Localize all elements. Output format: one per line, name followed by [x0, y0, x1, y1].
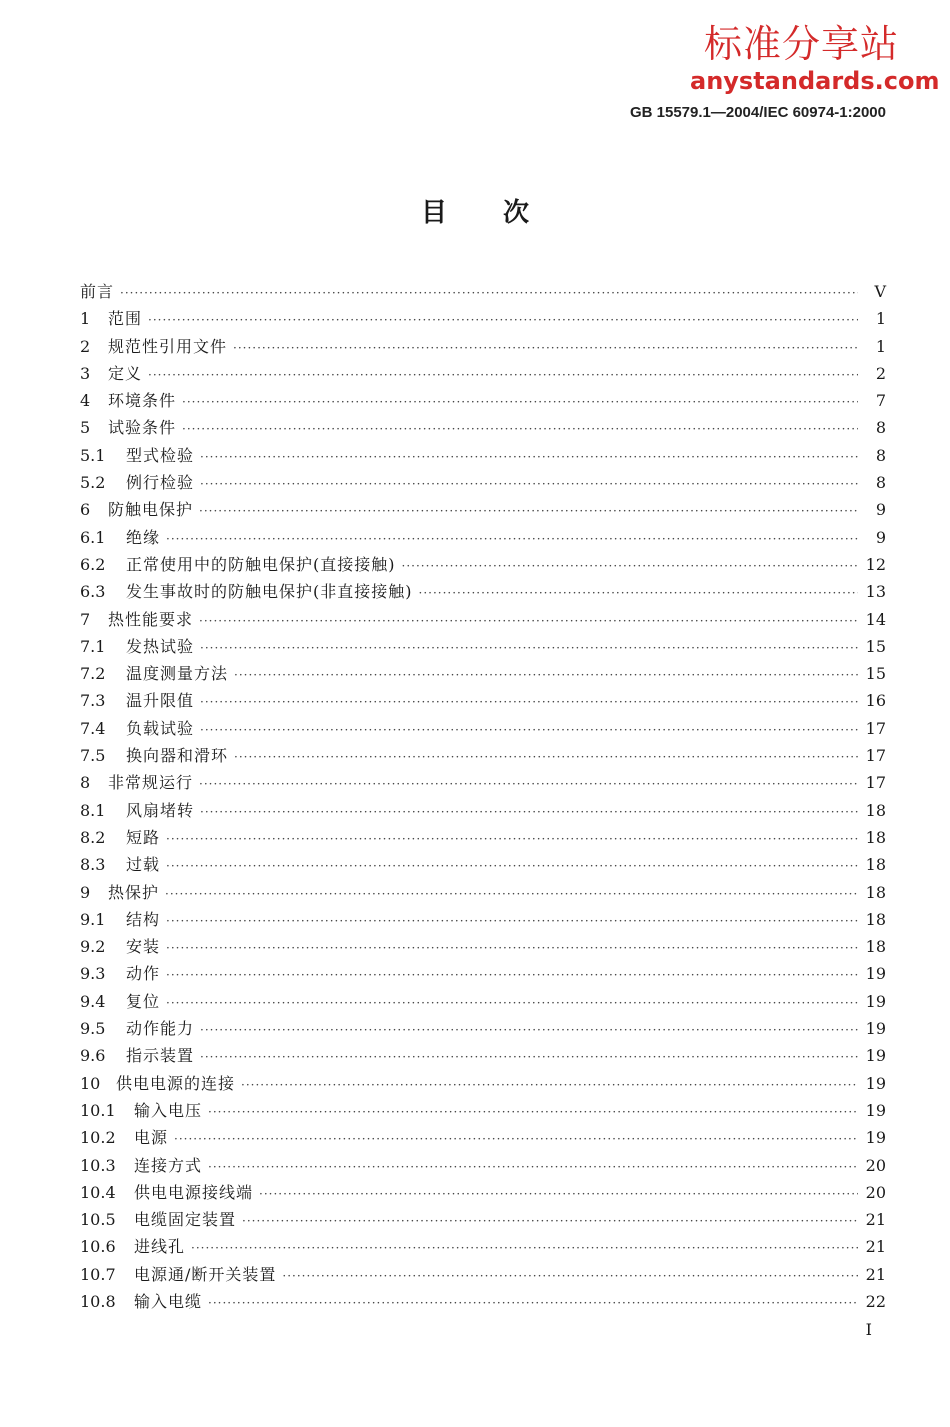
toc-leader-dots	[200, 689, 858, 716]
toc-leader-dots	[182, 389, 858, 416]
toc-entry-title: 热性能要求	[108, 609, 194, 629]
toc-entry-number: 10	[80, 1073, 101, 1093]
toc-entry-page: 18	[865, 800, 886, 820]
toc-entry-title: 电源	[134, 1128, 169, 1148]
toc-entry-page: 22	[865, 1291, 886, 1311]
toc-entry-page: V	[874, 282, 886, 301]
toc-entry-number: 4	[80, 391, 91, 411]
toc-entry-page: 19	[865, 1128, 886, 1148]
toc-entry-number: 5	[80, 418, 91, 438]
toc-entry-title: 电缆固定装置	[134, 1210, 237, 1230]
toc-entry-title: 安装	[126, 937, 161, 957]
toc-entry-page: 8	[875, 418, 886, 438]
toc-entry[interactable]	[80, 879, 886, 906]
toc-entry[interactable]	[80, 742, 886, 769]
toc-entry[interactable]	[80, 387, 886, 414]
toc-entry-page: 21	[865, 1264, 886, 1284]
toc-entry-page: 18	[865, 909, 886, 929]
toc-entry-number: 8	[80, 773, 91, 793]
toc-entry[interactable]	[80, 769, 886, 796]
toc-entry-page: 18	[865, 827, 886, 847]
toc-entry-page: 8	[875, 445, 886, 465]
toc-entry[interactable]	[80, 360, 886, 387]
toc-entry-number: 10.2	[80, 1128, 116, 1148]
toc-leader-dots	[166, 935, 858, 962]
toc-leader-dots	[199, 608, 858, 635]
toc-entry-page: 1	[875, 309, 886, 329]
toc-entry-number: 2	[80, 336, 91, 356]
toc-entry-page: 7	[875, 391, 886, 411]
page-number: I	[865, 1320, 872, 1339]
toc-entry-number: 8.3	[80, 855, 106, 875]
toc-entry[interactable]	[80, 1070, 886, 1097]
toc-entry-page: 12	[865, 554, 886, 574]
toc-entry-page: 8	[875, 473, 886, 493]
toc-entry-number: 10.4	[80, 1182, 116, 1202]
toc-entry-number: 6.3	[80, 582, 106, 602]
toc-entry-title: 防触电保护	[108, 500, 194, 520]
toc-entry-title: 连接方式	[134, 1155, 203, 1175]
toc-entry[interactable]	[80, 1233, 886, 1260]
toc-entry-title: 供电电源的连接	[116, 1073, 236, 1093]
toc-entry-title: 例行检验	[126, 473, 195, 493]
watermark-url: anystandards.com	[690, 67, 940, 95]
toc-entry[interactable]	[80, 1124, 886, 1151]
toc-entry[interactable]	[80, 442, 886, 469]
toc-entry-page: 1	[875, 336, 886, 356]
toc-leader-dots	[174, 1126, 858, 1153]
toc-entry[interactable]	[80, 524, 886, 551]
toc-leader-dots	[199, 498, 858, 525]
toc-leader-dots	[234, 744, 858, 771]
toc-leader-dots	[200, 471, 858, 498]
toc-leader-dots	[259, 1181, 858, 1208]
toc-entry-number: 8.2	[80, 827, 106, 847]
toc-entry-title: 绝缘	[126, 527, 161, 547]
toc-entry[interactable]	[80, 469, 886, 496]
toc-entry[interactable]	[80, 988, 886, 1015]
toc-entry-title: 动作	[126, 964, 161, 984]
toc-entry-title: 输入电缆	[134, 1291, 203, 1311]
toc-entry[interactable]	[80, 551, 886, 578]
toc-entry-title: 规范性引用文件	[108, 336, 228, 356]
toc-entry-title: 发生事故时的防触电保护(非直接接触)	[126, 582, 413, 602]
toc-entry-title: 换向器和滑环	[126, 746, 229, 766]
toc-entry-number: 9.5	[80, 1019, 106, 1039]
table-of-contents	[80, 278, 886, 1315]
toc-leader-dots	[208, 1290, 858, 1317]
toc-entry-page: 18	[865, 882, 886, 902]
toc-entry-title: 短路	[126, 827, 161, 847]
toc-entry-title: 电源通/断开关装置	[134, 1264, 277, 1284]
toc-entry-page: 2	[875, 363, 886, 383]
toc-entry-number: 1	[80, 309, 91, 329]
toc-entry-page: 21	[865, 1237, 886, 1257]
toc-leader-dots	[148, 307, 858, 334]
toc-entry-page: 18	[865, 937, 886, 957]
toc-entry[interactable]	[80, 1015, 886, 1042]
toc-entry[interactable]	[80, 633, 886, 660]
toc-entry-page: 17	[865, 746, 886, 766]
toc-entry-page: 9	[875, 500, 886, 520]
toc-entry-number: 9.2	[80, 937, 106, 957]
toc-entry-number: 6.1	[80, 527, 106, 547]
toc-entry-number: 9	[80, 882, 91, 902]
toc-entry-page: 19	[865, 964, 886, 984]
toc-leader-dots	[166, 990, 858, 1017]
toc-entry-title: 正常使用中的防触电保护(直接接触)	[126, 554, 396, 574]
toc-entry-page: 19	[865, 1046, 886, 1066]
toc-entry-page: 18	[865, 855, 886, 875]
toc-entry-title: 试验条件	[108, 418, 177, 438]
toc-leader-dots	[200, 717, 858, 744]
toc-entry-title: 温度测量方法	[126, 664, 229, 684]
toc-leader-dots	[200, 635, 858, 662]
toc-entry-number: 10.8	[80, 1291, 116, 1311]
toc-leader-dots	[199, 771, 858, 798]
toc-entry-title: 环境条件	[108, 391, 177, 411]
toc-entry-page: 21	[865, 1210, 886, 1230]
toc-leader-dots	[191, 1235, 858, 1262]
toc-entry-title: 复位	[126, 991, 161, 1011]
toc-entry-number: 7	[80, 609, 91, 629]
toc-entry-page: 15	[865, 636, 886, 656]
toc-entry-title: 定义	[108, 363, 143, 383]
toc-leader-dots	[234, 662, 858, 689]
toc-entry[interactable]	[80, 933, 886, 960]
toc-entry[interactable]	[80, 687, 886, 714]
toc-entry-page: 9	[875, 527, 886, 547]
toc-leader-dots	[233, 335, 858, 362]
toc-entry-title: 负载试验	[126, 718, 195, 738]
toc-leader-dots	[166, 962, 858, 989]
toc-entry-title: 结构	[126, 909, 161, 929]
toc-entry-number: 10.5	[80, 1210, 116, 1230]
toc-entry[interactable]	[80, 960, 886, 987]
toc-entry-title: 风扇堵转	[126, 800, 195, 820]
toc-entry[interactable]	[80, 1261, 886, 1288]
toc-entry-page: 14	[865, 609, 886, 629]
toc-entry-page: 15	[865, 664, 886, 684]
toc-entry-number: 6.2	[80, 554, 106, 574]
toc-entry-title: 进线孔	[134, 1237, 186, 1257]
toc-entry[interactable]	[80, 1179, 886, 1206]
toc-leader-dots	[208, 1154, 858, 1181]
toc-entry[interactable]	[80, 906, 886, 933]
toc-leader-dots	[166, 526, 858, 553]
toc-entry-number: 6	[80, 500, 91, 520]
toc-entry-number: 10.7	[80, 1264, 116, 1284]
toc-entry[interactable]	[80, 1206, 886, 1233]
toc-entry-title: 输入电压	[134, 1100, 203, 1120]
toc-entry-page: 20	[865, 1155, 886, 1175]
toc-entry-title: 范围	[108, 309, 143, 329]
toc-entry-number: 7.3	[80, 691, 106, 711]
toc-leader-dots	[402, 553, 859, 580]
toc-entry[interactable]	[80, 797, 886, 824]
toc-entry-title: 过载	[126, 855, 161, 875]
toc-entry-page: 19	[865, 1100, 886, 1120]
toc-entry-title: 动作能力	[126, 1019, 195, 1039]
toc-entry[interactable]	[80, 715, 886, 742]
toc-leader-dots	[419, 580, 859, 607]
toc-entry-page: 17	[865, 718, 886, 738]
toc-entry-number: 9.6	[80, 1046, 106, 1066]
toc-entry-title: 热保护	[108, 882, 160, 902]
toc-entry-number: 10.1	[80, 1100, 116, 1120]
watermark-chinese-text: 标准分享站	[704, 22, 900, 66]
toc-entry-number: 10.3	[80, 1155, 116, 1175]
toc-entry-title: 前言	[80, 282, 115, 301]
toc-leader-dots	[200, 799, 858, 826]
toc-entry[interactable]	[80, 660, 886, 687]
toc-entry-number: 10.6	[80, 1237, 116, 1257]
toc-entry-number: 9.1	[80, 909, 106, 929]
toc-entry[interactable]	[80, 1042, 886, 1069]
toc-entry-number: 3	[80, 363, 91, 383]
page-title: 目次	[420, 198, 585, 228]
toc-leader-dots	[148, 362, 858, 389]
toc-leader-dots	[166, 826, 858, 853]
toc-entry[interactable]	[80, 305, 886, 332]
toc-entry-title: 非常规运行	[108, 773, 194, 793]
toc-leader-dots	[208, 1099, 858, 1126]
toc-leader-dots	[166, 908, 858, 935]
toc-entry-title: 供电电源接线端	[134, 1182, 254, 1202]
toc-entry-number: 5.2	[80, 473, 106, 493]
toc-entry-number: 7.1	[80, 636, 106, 656]
standard-code: GB 15579.1—2004/IEC 60974-1:2000	[629, 104, 886, 121]
toc-leader-dots	[241, 1072, 858, 1099]
toc-entry-title: 指示装置	[126, 1046, 195, 1066]
toc-entry[interactable]	[80, 1097, 886, 1124]
toc-entry[interactable]	[80, 333, 886, 360]
toc-entry-page: 19	[865, 991, 886, 1011]
toc-entry-number: 7.5	[80, 746, 106, 766]
toc-entry[interactable]	[80, 824, 886, 851]
toc-entry-title: 发热试验	[126, 636, 195, 656]
toc-entry[interactable]	[80, 851, 886, 878]
toc-entry-page: 19	[865, 1073, 886, 1093]
toc-entry-number: 7.2	[80, 664, 106, 684]
toc-entry[interactable]	[80, 578, 886, 605]
toc-entry-title: 温升限值	[126, 691, 195, 711]
toc-entry-page: 13	[865, 582, 886, 602]
toc-entry-page: 19	[865, 1019, 886, 1039]
toc-entry-number: 9.4	[80, 991, 106, 1011]
toc-leader-dots	[200, 444, 858, 471]
toc-entry-page: 16	[865, 691, 886, 711]
toc-leader-dots	[282, 1263, 858, 1290]
toc-entry[interactable]	[80, 414, 886, 441]
toc-entry[interactable]	[80, 1288, 886, 1315]
toc-entry[interactable]	[80, 1152, 886, 1179]
toc-leader-dots	[165, 881, 858, 908]
toc-leader-dots	[182, 416, 858, 443]
toc-entry-number: 9.3	[80, 964, 106, 984]
toc-leader-dots	[120, 280, 858, 307]
toc-leader-dots	[200, 1017, 858, 1044]
toc-entry-page: 17	[865, 773, 886, 793]
toc-entry-page: 20	[865, 1182, 886, 1202]
toc-leader-dots	[166, 853, 858, 880]
toc-entry-title: 型式检验	[126, 445, 195, 465]
toc-entry[interactable]	[80, 606, 886, 633]
toc-entry[interactable]	[80, 278, 886, 305]
toc-entry-number: 8.1	[80, 800, 106, 820]
toc-leader-dots	[242, 1208, 858, 1235]
toc-entry-number: 7.4	[80, 718, 106, 738]
toc-entry[interactable]	[80, 496, 886, 523]
toc-leader-dots	[200, 1044, 858, 1071]
toc-entry-number: 5.1	[80, 445, 106, 465]
